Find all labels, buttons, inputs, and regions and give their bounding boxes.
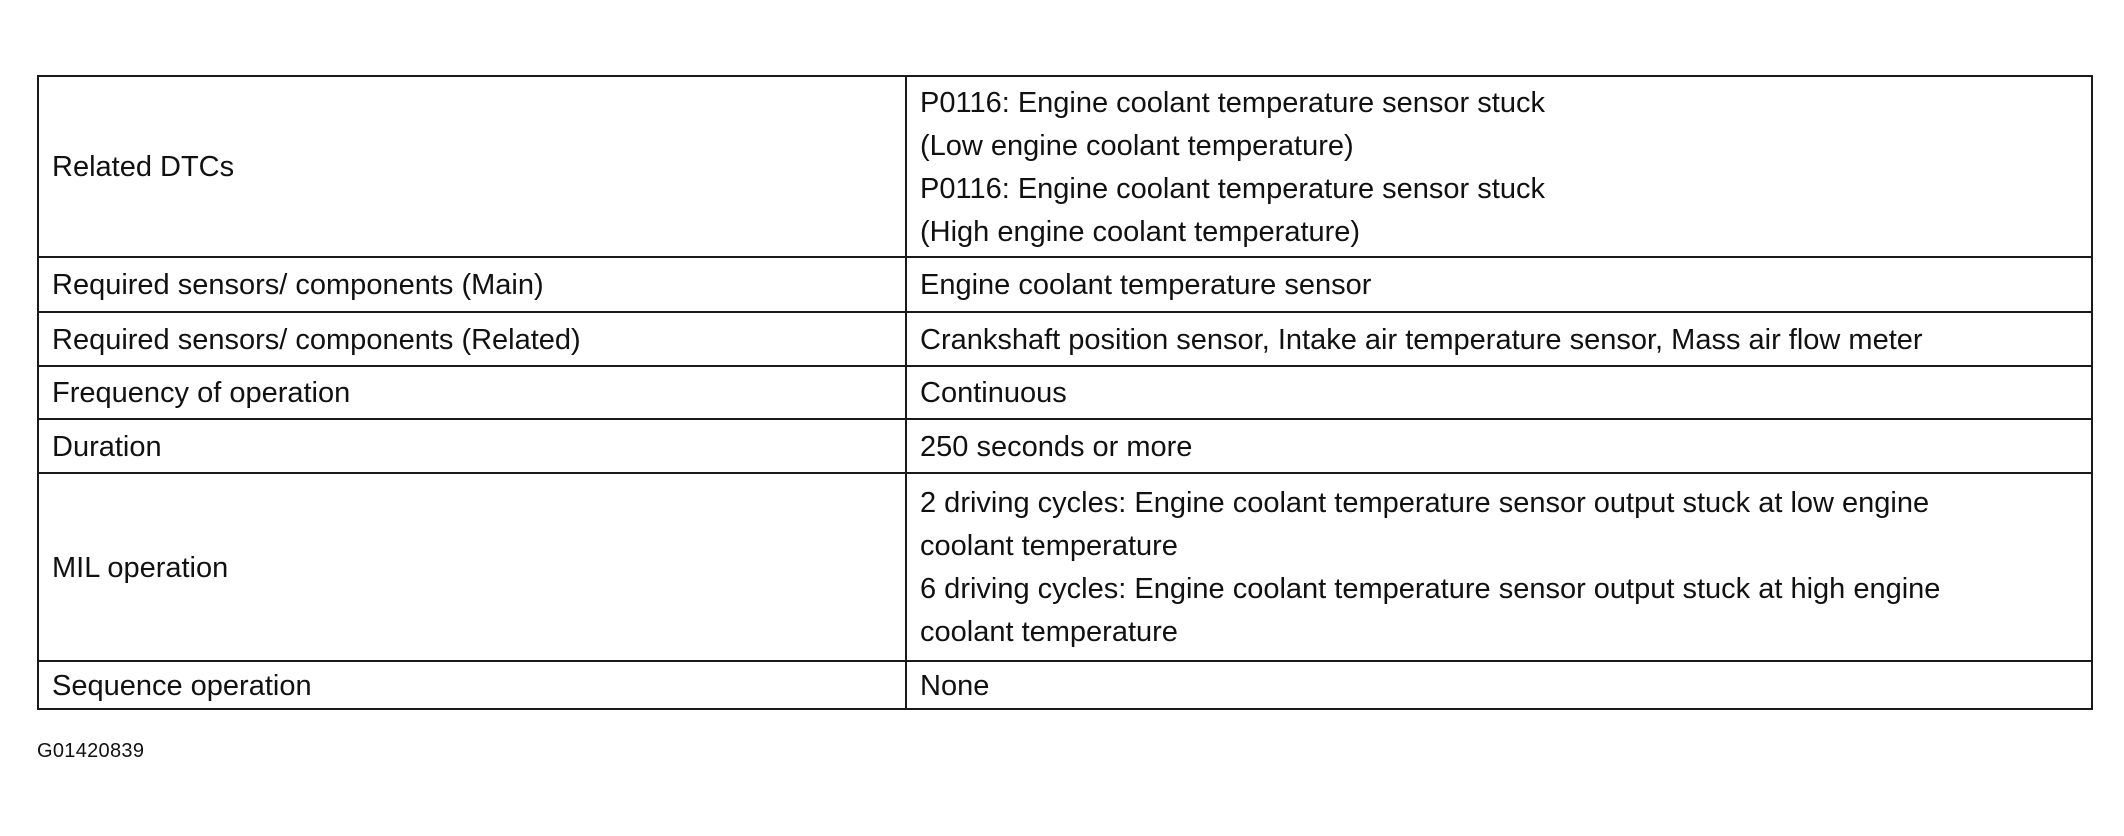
row-value: Continuous — [906, 366, 2092, 419]
table-row-mil-operation — [38, 473, 2092, 661]
row-value: 250 seconds or more — [906, 419, 2092, 473]
table-row-required-related — [38, 312, 2092, 366]
table-row-required-main — [38, 257, 2092, 312]
figure-id: G01420839 — [37, 740, 145, 762]
value-line: coolant temperature — [920, 616, 1178, 648]
row-label: MIL operation — [38, 473, 906, 661]
row-label: Required sensors/ components (Main) — [38, 257, 906, 312]
row-value — [906, 473, 2092, 661]
spec-table — [37, 75, 2093, 710]
value-line: 2 driving cycles: Engine coolant temperature sensor output stuck at low engine — [920, 487, 1930, 519]
value-line: (Low engine coolant temperature) — [920, 129, 1354, 162]
row-label: Duration — [38, 419, 906, 473]
value-line: 6 driving cycles: Engine coolant temperature sensor output stuck at high engine — [920, 573, 1941, 605]
row-label: Frequency of operation — [38, 366, 906, 419]
value-line: coolant temperature — [920, 530, 1178, 562]
value-line: (High engine coolant temperature) — [920, 215, 1361, 248]
table-row-sequence — [38, 661, 2092, 709]
row-label: Sequence operation — [38, 661, 906, 709]
row-value: Crankshaft position sensor, Intake air temperature sensor, Mass air flow meter — [906, 312, 2092, 366]
row-value: None — [906, 661, 2092, 709]
row-value — [906, 76, 2092, 257]
row-label: Required sensors/ components (Related) — [38, 312, 906, 366]
table-row-related-dtcs — [38, 76, 2092, 257]
value-line: P0116: Engine coolant temperature sensor stuck — [920, 86, 1545, 119]
table-row-duration — [38, 419, 2092, 473]
row-value: Engine coolant temperature sensor — [906, 257, 2092, 312]
row-label: Related DTCs — [38, 76, 906, 257]
value-line: P0116: Engine coolant temperature sensor stuck — [920, 172, 1545, 205]
table-row-frequency — [38, 366, 2092, 419]
